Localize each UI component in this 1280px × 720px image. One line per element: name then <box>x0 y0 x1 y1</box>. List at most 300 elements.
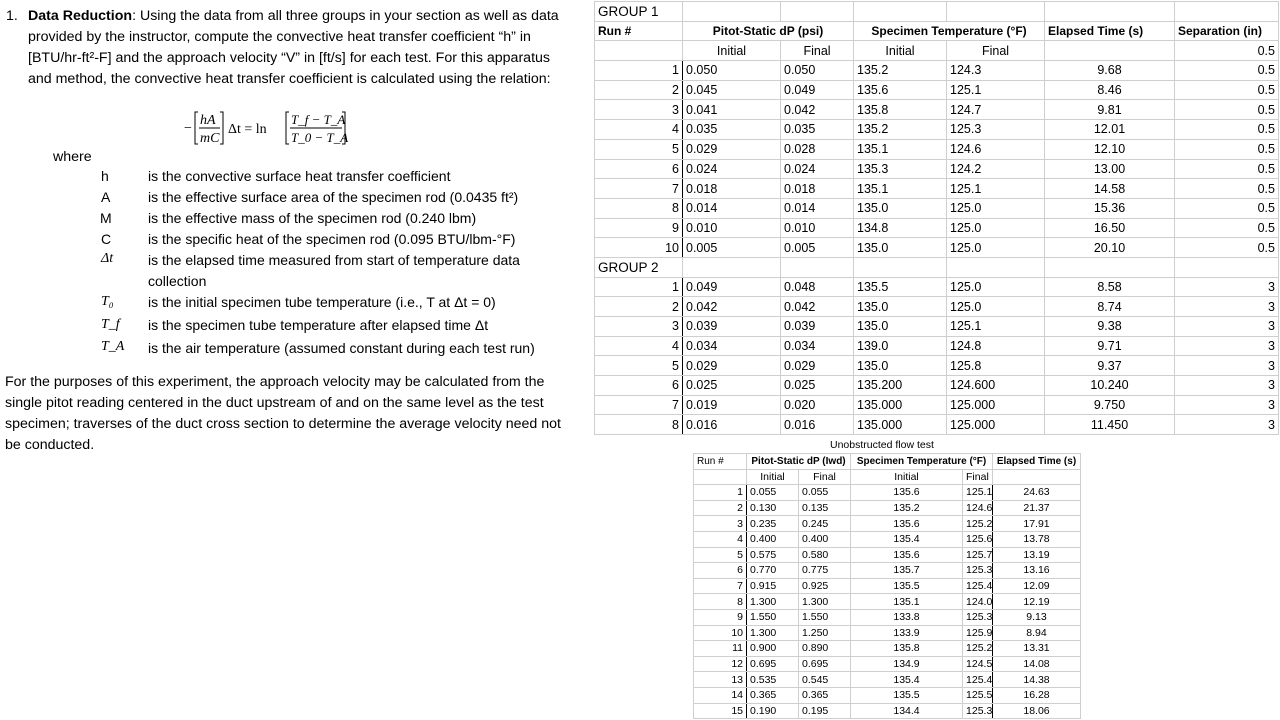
unobstructed-temp-final-cell: 125.3 <box>963 703 993 719</box>
group1-row <box>595 80 1279 100</box>
unobstructed-row <box>694 578 1081 594</box>
group1-pitot-initial-cell: 0.050 <box>683 61 781 81</box>
unobstructed-run-cell: 13 <box>694 672 747 688</box>
unobstructed-row <box>694 656 1081 672</box>
group1-separation-cell: 0.5 <box>1175 159 1279 179</box>
group2-separation-cell: 3 <box>1175 376 1279 396</box>
header-time: Elapsed Time (s) <box>1045 21 1175 41</box>
group2-pitot-initial-cell: 0.049 <box>683 277 781 297</box>
t2-header-pitot-initial: Initial <box>747 469 799 485</box>
unobstructed-temp-final-cell: 125.5 <box>963 687 993 703</box>
group1-row <box>595 139 1279 159</box>
symbol-delta-t: Δt <box>101 251 114 266</box>
unobstructed-row <box>694 531 1081 547</box>
group1-separation-cell: 0.5 <box>1175 120 1279 140</box>
unobstructed-run-cell: 8 <box>694 594 747 610</box>
group2-pitot-initial-cell: 0.019 <box>683 395 781 415</box>
group2-row <box>595 395 1279 415</box>
definition-ta: is the air temperature (assumed constant during each test run) <box>148 340 535 356</box>
group2-pitot-initial-cell: 0.029 <box>683 356 781 376</box>
group1-row <box>595 238 1279 258</box>
group2-pitot-final-cell: 0.025 <box>781 376 854 396</box>
unobstructed-temp-initial-cell: 133.9 <box>851 625 963 641</box>
unobstructed-row <box>694 672 1081 688</box>
unobstructed-temp-final-cell: 125.4 <box>963 672 993 688</box>
unobstructed-temp-initial-cell: 135.7 <box>851 563 963 579</box>
group1-run-cell: 2 <box>595 80 683 100</box>
group2-temp-initial-cell: 135.000 <box>854 395 947 415</box>
group2-temp-initial-cell: 135.0 <box>854 297 947 317</box>
group2-temp-initial-cell: 135.200 <box>854 376 947 396</box>
group1-pitot-initial-cell: 0.041 <box>683 100 781 120</box>
group1-run-cell: 3 <box>595 100 683 120</box>
group1-elapsed-time-cell: 14.58 <box>1045 179 1175 199</box>
unobstructed-temp-final-cell: 125.2 <box>963 641 993 657</box>
group1-elapsed-time-cell: 12.10 <box>1045 139 1175 159</box>
unobstructed-row <box>694 516 1081 532</box>
unobstructed-pitot-final-cell: 0.135 <box>799 500 851 516</box>
unobstructed-temp-initial-cell: 134.9 <box>851 656 963 672</box>
group2-row <box>595 297 1279 317</box>
group2-temp-final-cell: 125.000 <box>947 395 1045 415</box>
unobstructed-pitot-final-cell: 0.580 <box>799 547 851 563</box>
symbol-h: h <box>101 168 109 184</box>
unobstructed-run-cell: 10 <box>694 625 747 641</box>
group1-pitot-final-cell: 0.005 <box>781 238 854 258</box>
group1-elapsed-time-cell: 13.00 <box>1045 159 1175 179</box>
definition-c: is the specific heat of the specimen rod (0.095 BTU/lbm-°F) <box>148 231 516 247</box>
unobstructed-pitot-initial-cell: 0.915 <box>747 578 799 594</box>
group1-elapsed-time-cell: 16.50 <box>1045 218 1175 238</box>
unobstructed-caption: Unobstructed flow test <box>830 439 934 451</box>
group1-separation-cell: 0.5 <box>1175 61 1279 81</box>
group2-run-cell: 8 <box>595 415 683 435</box>
header-row-main <box>595 21 1279 41</box>
group2-pitot-initial-cell: 0.025 <box>683 376 781 396</box>
group2-elapsed-time-cell: 9.750 <box>1045 395 1175 415</box>
group2-separation-cell: 3 <box>1175 317 1279 337</box>
group2-pitot-final-cell: 0.020 <box>781 395 854 415</box>
unobstructed-temp-final-cell: 125.4 <box>963 578 993 594</box>
unobstructed-temp-final-cell: 125.3 <box>963 563 993 579</box>
unobstructed-elapsed-time-cell: 21.37 <box>993 500 1081 516</box>
unobstructed-pitot-final-cell: 0.055 <box>799 485 851 501</box>
unobstructed-elapsed-time-cell: 8.94 <box>993 625 1081 641</box>
unobstructed-row <box>694 609 1081 625</box>
group1-pitot-final-cell: 0.050 <box>781 61 854 81</box>
eq-den-right: T_0 − T_A <box>291 130 349 145</box>
group2-row <box>595 356 1279 376</box>
unobstructed-run-cell: 6 <box>694 563 747 579</box>
header-temp-final: Final <box>947 41 1045 61</box>
group1-temp-final-cell: 125.0 <box>947 218 1045 238</box>
group2-elapsed-time-cell: 8.74 <box>1045 297 1175 317</box>
group1-pitot-final-cell: 0.042 <box>781 100 854 120</box>
group2-elapsed-time-cell: 11.450 <box>1045 415 1175 435</box>
unobstructed-pitot-initial-cell: 0.055 <box>747 485 799 501</box>
group1-pitot-final-cell: 0.049 <box>781 80 854 100</box>
unobstructed-temp-initial-cell: 135.6 <box>851 516 963 532</box>
group2-row <box>595 277 1279 297</box>
group2-temp-final-cell: 125.0 <box>947 277 1045 297</box>
problem-intro-line-3: [BTU/hr-ft²-F] and the approach velocity “V” in [ft/s] for each test. For this apparatus <box>28 50 550 66</box>
group1-run-cell: 9 <box>595 218 683 238</box>
unobstructed-elapsed-time-cell: 13.31 <box>993 641 1081 657</box>
problem-heading: Data Reduction <box>28 8 133 24</box>
unobstructed-elapsed-time-cell: 13.16 <box>993 563 1081 579</box>
group1-row <box>595 179 1279 199</box>
unobstructed-run-cell: 2 <box>694 500 747 516</box>
unobstructed-temp-initial-cell: 135.4 <box>851 531 963 547</box>
group2-run-cell: 3 <box>595 317 683 337</box>
group1-pitot-initial-cell: 0.029 <box>683 139 781 159</box>
group1-elapsed-time-cell: 8.46 <box>1045 80 1175 100</box>
unobstructed-row <box>694 547 1081 563</box>
group1-temp-final-cell: 125.3 <box>947 120 1045 140</box>
group1-temp-initial-cell: 135.8 <box>854 100 947 120</box>
unobstructed-pitot-final-cell: 1.550 <box>799 609 851 625</box>
closing-line-3: specimen; traverses of the duct cross section to determine the average velocity need not <box>5 416 561 432</box>
unobstructed-run-cell: 7 <box>694 578 747 594</box>
definition-tf: is the specimen tube temperature after elapsed time Δt <box>148 317 489 333</box>
eq-bracket-left-close <box>220 112 223 144</box>
group1-temp-initial-cell: 135.2 <box>854 120 947 140</box>
problem-intro-line-4: and method, the convective heat transfer coefficient is calculated using the relation: <box>28 71 551 87</box>
group2-temp-final-cell: 125.1 <box>947 317 1045 337</box>
group1-temp-final-cell: 125.0 <box>947 238 1045 258</box>
unobstructed-temp-final-cell: 124.5 <box>963 656 993 672</box>
group1-elapsed-time-cell: 20.10 <box>1045 238 1175 258</box>
group1-run-cell: 10 <box>595 238 683 258</box>
header-pitot-final: Final <box>781 41 854 61</box>
group2-temp-final-cell: 124.8 <box>947 336 1045 356</box>
eq-minus: − <box>184 121 192 136</box>
unobstructed-pitot-final-cell: 0.545 <box>799 672 851 688</box>
group1-separation-cell: 0.5 <box>1175 179 1279 199</box>
group2-separation-cell: 3 <box>1175 277 1279 297</box>
unobstructed-temp-final-cell: 124.0 <box>963 594 993 610</box>
group2-row <box>595 317 1279 337</box>
unobstructed-pitot-initial-cell: 0.365 <box>747 687 799 703</box>
unobstructed-pitot-initial-cell: 0.130 <box>747 500 799 516</box>
eq-middle: Δt = ln <box>228 122 267 137</box>
group1-run-cell: 6 <box>595 159 683 179</box>
unobstructed-temp-initial-cell: 135.5 <box>851 687 963 703</box>
group2-pitot-initial-cell: 0.039 <box>683 317 781 337</box>
unobstructed-temp-final-cell: 125.3 <box>963 609 993 625</box>
group2-elapsed-time-cell: 8.58 <box>1045 277 1175 297</box>
header-row-sub <box>595 41 1279 61</box>
unobstructed-temp-initial-cell: 135.5 <box>851 578 963 594</box>
group1-elapsed-time-cell: 9.68 <box>1045 61 1175 81</box>
group2-temp-initial-cell: 139.0 <box>854 336 947 356</box>
closing-line-2: single pitot reading centered in the duct upstream of and on the same level as the test <box>5 395 544 411</box>
unobstructed-temp-final-cell: 125.9 <box>963 625 993 641</box>
header-separation-value: 0.5 <box>1175 41 1279 61</box>
unobstructed-elapsed-time-cell: 12.09 <box>993 578 1081 594</box>
unobstructed-run-cell: 5 <box>694 547 747 563</box>
group2-pitot-final-cell: 0.042 <box>781 297 854 317</box>
unobstructed-pitot-final-cell: 1.250 <box>799 625 851 641</box>
definition-m: is the effective mass of the specimen rod (0.240 lbm) <box>148 210 477 226</box>
unobstructed-pitot-initial-cell: 0.575 <box>747 547 799 563</box>
problem-intro-line-1: Data Reduction: Using the data from all three groups in your section as well as data <box>28 8 559 24</box>
group1-temp-final-cell: 124.3 <box>947 61 1045 81</box>
group2-run-cell: 7 <box>595 395 683 415</box>
group1-run-cell: 5 <box>595 139 683 159</box>
unobstructed-pitot-initial-cell: 0.535 <box>747 672 799 688</box>
groups-data-table <box>594 1 1279 435</box>
t2-header-pitot: Pitot-Static dP (Iwd) <box>747 454 851 470</box>
group1-pitot-initial-cell: 0.024 <box>683 159 781 179</box>
t2-header-temp: Specimen Temperature (°F) <box>851 454 993 470</box>
unobstructed-pitot-final-cell: 0.365 <box>799 687 851 703</box>
unobstructed-pitot-final-cell: 0.245 <box>799 516 851 532</box>
unobstructed-pitot-initial-cell: 0.400 <box>747 531 799 547</box>
group2-temp-final-cell: 125.8 <box>947 356 1045 376</box>
group1-separation-cell: 0.5 <box>1175 218 1279 238</box>
header-run: Run # <box>595 21 683 41</box>
group1-run-cell: 4 <box>595 120 683 140</box>
group2-pitot-final-cell: 0.034 <box>781 336 854 356</box>
group2-run-cell: 5 <box>595 356 683 376</box>
group2-row <box>595 336 1279 356</box>
group1-temp-initial-cell: 134.8 <box>854 218 947 238</box>
unobstructed-elapsed-time-cell: 13.78 <box>993 531 1081 547</box>
group1-separation-cell: 0.5 <box>1175 139 1279 159</box>
unobstructed-row <box>694 500 1081 516</box>
group1-separation-cell: 0.5 <box>1175 198 1279 218</box>
group2-pitot-initial-cell: 0.034 <box>683 336 781 356</box>
group2-pitot-final-cell: 0.016 <box>781 415 854 435</box>
group2-elapsed-time-cell: 9.38 <box>1045 317 1175 337</box>
group1-run-cell: 1 <box>595 61 683 81</box>
symbol-tf: T_f <box>101 317 120 332</box>
unobstructed-temp-initial-cell: 133.8 <box>851 609 963 625</box>
unobstructed-elapsed-time-cell: 13.19 <box>993 547 1081 563</box>
t2-header-run: Run # <box>694 454 747 470</box>
group1-row <box>595 61 1279 81</box>
header-pitot: Pitot-Static dP (psi) <box>683 21 854 41</box>
group1-temp-final-cell: 125.1 <box>947 179 1045 199</box>
problem-intro-line-2: provided by the instructor, compute the convective heat transfer coefficient “h” in <box>28 29 531 45</box>
group1-pitot-final-cell: 0.010 <box>781 218 854 238</box>
unobstructed-run-cell: 3 <box>694 516 747 532</box>
symbol-t0: T₀ <box>101 294 114 309</box>
group1-pitot-final-cell: 0.024 <box>781 159 854 179</box>
group1-run-cell: 8 <box>595 198 683 218</box>
group2-run-cell: 1 <box>595 277 683 297</box>
group1-run-cell: 7 <box>595 179 683 199</box>
unobstructed-row <box>694 563 1081 579</box>
unobstructed-row <box>694 625 1081 641</box>
group2-run-cell: 6 <box>595 376 683 396</box>
t2-header-temp-final: Final <box>963 469 993 485</box>
group2-run-cell: 2 <box>595 297 683 317</box>
closing-line-1: For the purposes of this experiment, the approach velocity may be calculated from the <box>5 374 545 390</box>
unobstructed-run-cell: 4 <box>694 531 747 547</box>
group2-label: GROUP 2 <box>595 257 683 277</box>
unobstructed-pitot-initial-cell: 0.190 <box>747 703 799 719</box>
symbol-ta: T_A <box>101 339 125 354</box>
definition-delta-t-cont: collection <box>148 273 207 289</box>
group1-temp-initial-cell: 135.6 <box>854 80 947 100</box>
group2-separation-cell: 3 <box>1175 356 1279 376</box>
header-pitot-initial: Initial <box>683 41 781 61</box>
group2-separation-cell: 3 <box>1175 415 1279 435</box>
unobstructed-run-cell: 11 <box>694 641 747 657</box>
group2-elapsed-time-cell: 9.71 <box>1045 336 1175 356</box>
group2-pitot-final-cell: 0.048 <box>781 277 854 297</box>
definition-a: is the effective surface area of the specimen rod (0.0435 ft²) <box>148 189 519 205</box>
group1-label: GROUP 1 <box>595 2 683 22</box>
t2-header-row-main <box>694 454 1081 470</box>
unobstructed-pitot-initial-cell: 0.770 <box>747 563 799 579</box>
unobstructed-row <box>694 687 1081 703</box>
group1-elapsed-time-cell: 15.36 <box>1045 198 1175 218</box>
definition-t0: is the initial specimen tube temperature (i.e., T at Δt = 0) <box>148 294 496 310</box>
group1-temp-final-cell: 124.7 <box>947 100 1045 120</box>
problem-statement <box>0 0 590 720</box>
unobstructed-temp-final-cell: 125.6 <box>963 531 993 547</box>
group1-pitot-final-cell: 0.018 <box>781 179 854 199</box>
symbol-a: A <box>101 189 111 205</box>
group2-pitot-final-cell: 0.039 <box>781 317 854 337</box>
group2-pitot-initial-cell: 0.016 <box>683 415 781 435</box>
eq-num-right: T_f − T_A <box>291 112 346 127</box>
unobstructed-row <box>694 703 1081 719</box>
group2-title-row <box>595 257 1279 277</box>
group2-pitot-initial-cell: 0.042 <box>683 297 781 317</box>
unobstructed-temp-initial-cell: 135.1 <box>851 594 963 610</box>
unobstructed-temp-initial-cell: 135.6 <box>851 547 963 563</box>
t2-header-temp-initial: Initial <box>851 469 963 485</box>
group1-temp-initial-cell: 135.0 <box>854 198 947 218</box>
unobstructed-pitot-initial-cell: 1.550 <box>747 609 799 625</box>
group2-separation-cell: 3 <box>1175 297 1279 317</box>
group1-title-row <box>595 2 1279 22</box>
unobstructed-elapsed-time-cell: 14.08 <box>993 656 1081 672</box>
unobstructed-temp-initial-cell: 135.8 <box>851 641 963 657</box>
unobstructed-row <box>694 485 1081 501</box>
unobstructed-elapsed-time-cell: 24.63 <box>993 485 1081 501</box>
unobstructed-run-cell: 1 <box>694 485 747 501</box>
symbol-m: M <box>100 210 112 226</box>
group1-temp-initial-cell: 135.0 <box>854 238 947 258</box>
group1-temp-initial-cell: 135.1 <box>854 139 947 159</box>
unobstructed-pitot-final-cell: 0.925 <box>799 578 851 594</box>
unobstructed-run-cell: 14 <box>694 687 747 703</box>
group2-separation-cell: 3 <box>1175 336 1279 356</box>
group1-pitot-initial-cell: 0.005 <box>683 238 781 258</box>
unobstructed-elapsed-time-cell: 9.13 <box>993 609 1081 625</box>
unobstructed-temp-final-cell: 125.2 <box>963 516 993 532</box>
unobstructed-elapsed-time-cell: 17.91 <box>993 516 1081 532</box>
group2-temp-initial-cell: 135.0 <box>854 356 947 376</box>
unobstructed-elapsed-time-cell: 14.38 <box>993 672 1081 688</box>
definition-h: is the convective surface heat transfer coefficient <box>148 168 451 184</box>
unobstructed-temp-initial-cell: 135.6 <box>851 485 963 501</box>
group1-temp-initial-cell: 135.3 <box>854 159 947 179</box>
closing-line-4: be conducted. <box>5 437 95 453</box>
eq-bracket-left-open <box>195 112 198 144</box>
unobstructed-pitot-final-cell: 0.695 <box>799 656 851 672</box>
unobstructed-run-cell: 15 <box>694 703 747 719</box>
group2-pitot-final-cell: 0.029 <box>781 356 854 376</box>
group1-pitot-initial-cell: 0.010 <box>683 218 781 238</box>
unobstructed-pitot-initial-cell: 1.300 <box>747 594 799 610</box>
group1-temp-initial-cell: 135.1 <box>854 179 947 199</box>
where-label: where <box>53 149 92 165</box>
unobstructed-pitot-initial-cell: 0.235 <box>747 516 799 532</box>
unobstructed-temp-final-cell: 125.1 <box>963 485 993 501</box>
unobstructed-pitot-final-cell: 0.775 <box>799 563 851 579</box>
group1-separation-cell: 0.5 <box>1175 80 1279 100</box>
group1-temp-initial-cell: 135.2 <box>854 61 947 81</box>
unobstructed-row <box>694 641 1081 657</box>
unobstructed-run-cell: 9 <box>694 609 747 625</box>
unobstructed-temp-initial-cell: 135.4 <box>851 672 963 688</box>
unobstructed-run-cell: 12 <box>694 656 747 672</box>
group1-row <box>595 218 1279 238</box>
symbol-c: C <box>101 231 112 247</box>
unobstructed-pitot-initial-cell: 0.900 <box>747 641 799 657</box>
group1-pitot-initial-cell: 0.014 <box>683 198 781 218</box>
unobstructed-pitot-initial-cell: 0.695 <box>747 656 799 672</box>
group1-row <box>595 159 1279 179</box>
group2-elapsed-time-cell: 9.37 <box>1045 356 1175 376</box>
group1-separation-cell: 0.5 <box>1175 100 1279 120</box>
group1-temp-final-cell: 124.2 <box>947 159 1045 179</box>
t2-header-pitot-final: Final <box>799 469 851 485</box>
group2-temp-initial-cell: 135.5 <box>854 277 947 297</box>
group1-row <box>595 120 1279 140</box>
group2-run-cell: 4 <box>595 336 683 356</box>
group1-separation-cell: 0.5 <box>1175 238 1279 258</box>
group1-elapsed-time-cell: 9.81 <box>1045 100 1175 120</box>
group1-temp-final-cell: 125.1 <box>947 80 1045 100</box>
problem-number: 1. <box>6 8 18 24</box>
unobstructed-pitot-final-cell: 1.300 <box>799 594 851 610</box>
heat-transfer-equation <box>180 104 380 150</box>
header-temp: Specimen Temperature (°F) <box>854 21 1045 41</box>
group1-temp-final-cell: 124.6 <box>947 139 1045 159</box>
unobstructed-temp-final-cell: 125.7 <box>963 547 993 563</box>
t2-header-row-sub <box>694 469 1081 485</box>
unobstructed-temp-final-cell: 124.6 <box>963 500 993 516</box>
unobstructed-pitot-final-cell: 0.400 <box>799 531 851 547</box>
eq-num-left: hA <box>200 113 216 128</box>
unobstructed-elapsed-time-cell: 18.06 <box>993 703 1081 719</box>
header-temp-initial: Initial <box>854 41 947 61</box>
group2-row <box>595 376 1279 396</box>
t2-header-time: Elapsed Time (s) <box>993 454 1081 470</box>
group2-temp-final-cell: 125.0 <box>947 297 1045 317</box>
group1-elapsed-time-cell: 12.01 <box>1045 120 1175 140</box>
definition-delta-t: is the elapsed time measured from start of temperature data <box>148 252 520 268</box>
group2-row <box>595 415 1279 435</box>
group1-pitot-final-cell: 0.028 <box>781 139 854 159</box>
group1-temp-final-cell: 125.0 <box>947 198 1045 218</box>
unobstructed-flow-table <box>693 453 1081 719</box>
unobstructed-temp-initial-cell: 134.4 <box>851 703 963 719</box>
unobstructed-pitot-initial-cell: 1.300 <box>747 625 799 641</box>
unobstructed-elapsed-time-cell: 12.19 <box>993 594 1081 610</box>
group2-elapsed-time-cell: 10.240 <box>1045 376 1175 396</box>
group1-pitot-final-cell: 0.014 <box>781 198 854 218</box>
group2-temp-final-cell: 125.000 <box>947 415 1045 435</box>
eq-den-left: mC <box>200 131 220 146</box>
